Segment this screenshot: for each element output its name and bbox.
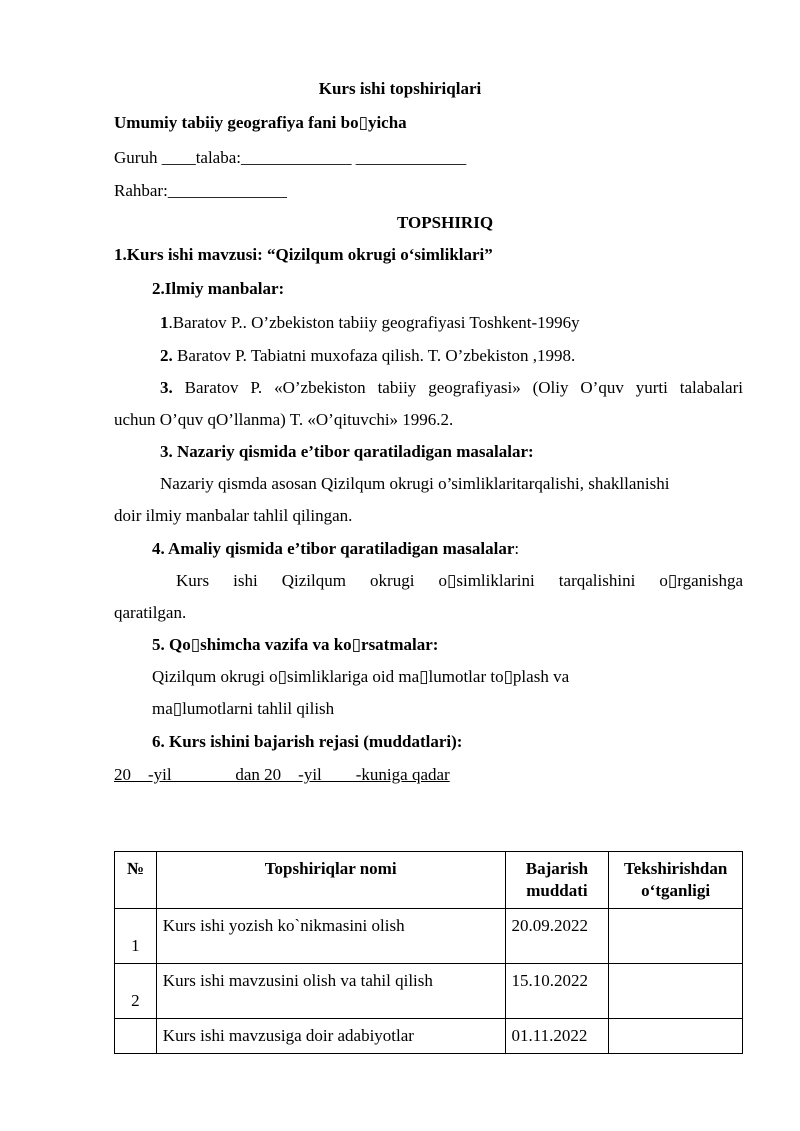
task-heading: TOPSHIRIQ [397, 213, 494, 232]
row-deadline: 15.10.2022 [505, 964, 609, 1019]
supervisor-line: Rahbar:______________ [114, 181, 287, 200]
row-checked [609, 909, 743, 964]
doc-title: Kurs ishi topshiriqlari [318, 79, 482, 98]
table-row [115, 909, 743, 964]
header-task-name: Topshiriqlar nomi [156, 852, 505, 909]
source-continuation: uchun O’quv qO’llanma) T. «O’qituvchi» 1996.2. [114, 410, 454, 429]
table-row [115, 1019, 743, 1054]
group-line: Guruh ____talaba:_____________ _____________ [114, 148, 467, 167]
row-checked [609, 1019, 743, 1054]
header-deadline-line2: muddati [526, 881, 588, 900]
row-number-cell [115, 909, 157, 964]
row-task-name: Kurs ishi yozish ko`nikmasini olish [156, 909, 505, 964]
topic-line [114, 244, 493, 266]
topic-label: 1.Kurs ishi mavzusi: [114, 245, 263, 264]
table-row [115, 964, 743, 1019]
source-number: 3. [160, 378, 173, 397]
header-checked-line2: o‘tganligi [641, 881, 711, 900]
row-task-name: Kurs ishi mavzusiga doir adabiyotlar [156, 1019, 505, 1054]
extra-text: Qizilqum okrugi o▯simliklariga oid ma▯lumotlar to▯plash va [152, 667, 570, 686]
source-item [160, 345, 575, 367]
theory-heading: 3. Nazariy qismida e’tibor qaratiladigan masalalar: [160, 442, 534, 461]
header-deadline [505, 852, 609, 909]
source-item [160, 312, 580, 334]
source-item [160, 377, 743, 399]
row-checked [609, 964, 743, 1019]
row-number-cell [115, 1019, 157, 1054]
row-deadline: 20.09.2022 [505, 909, 609, 964]
practice-colon: : [514, 539, 520, 558]
header-number: № [115, 852, 157, 909]
practice-heading-line [152, 538, 519, 560]
practice-text: Kurs ishi Qizilqum okrugi o▯simliklarini tarqalishini o▯rganishga [176, 571, 743, 590]
practice-heading: 4. Amaliy qismida e’tibor qaratiladigan masalalar [152, 539, 515, 558]
row-deadline: 01.11.2022 [505, 1019, 609, 1054]
header-checked-line1: Tekshirishdan [623, 859, 728, 878]
source-text: .Baratov P.. O’zbekiston tabiiy geografiyasi Toshkent-1996y [168, 313, 580, 332]
source-text: Baratov P. «O’zbekiston tabiiy geografiyasi» (Oliy O’quv yurti talabalari [172, 378, 743, 397]
sources-heading: 2.Ilmiy manbalar: [152, 279, 285, 298]
plan-line: 20__-yil _______dan 20__-yil ___ -kuniga qadar [114, 765, 450, 784]
extra-text-continuation: ma▯lumotlarni tahlil qilish [152, 699, 335, 718]
row-number: 2 [131, 991, 140, 1010]
header-checked [609, 852, 743, 909]
source-number: 1 [160, 313, 169, 332]
topic-value: “Qizilqum okrugi o‘simliklari” [262, 245, 493, 264]
source-number: 2. [160, 346, 173, 365]
header-deadline-line1: Bajarish [525, 859, 589, 878]
row-number: 1 [131, 936, 140, 955]
source-text: Baratov P. Tabiatni muxofaza qilish. T. O’zbekiston ,1998. [172, 346, 576, 365]
plan-heading: 6. Kurs ishini bajarish rejasi (muddatlari): [152, 732, 463, 751]
row-task-name: Kurs ishi mavzusini olish va tahil qilish [156, 964, 505, 1019]
table-header-row [115, 852, 743, 909]
theory-text: Nazariy qismda asosan Qizilqum okrugi o’simliklaritarqalishi, shakllanishi [160, 474, 670, 493]
row-number-cell [115, 964, 157, 1019]
subject-line: Umumiy tabiiy geografiya fani bo▯yicha [114, 113, 407, 132]
tasks-table [114, 851, 743, 1054]
extra-heading: 5. Qo▯shimcha vazifa va ko▯rsatmalar: [152, 635, 439, 654]
theory-text-continuation: doir ilmiy manbalar tahlil qilingan. [114, 506, 353, 525]
practice-text-continuation: qaratilgan. [114, 603, 187, 622]
